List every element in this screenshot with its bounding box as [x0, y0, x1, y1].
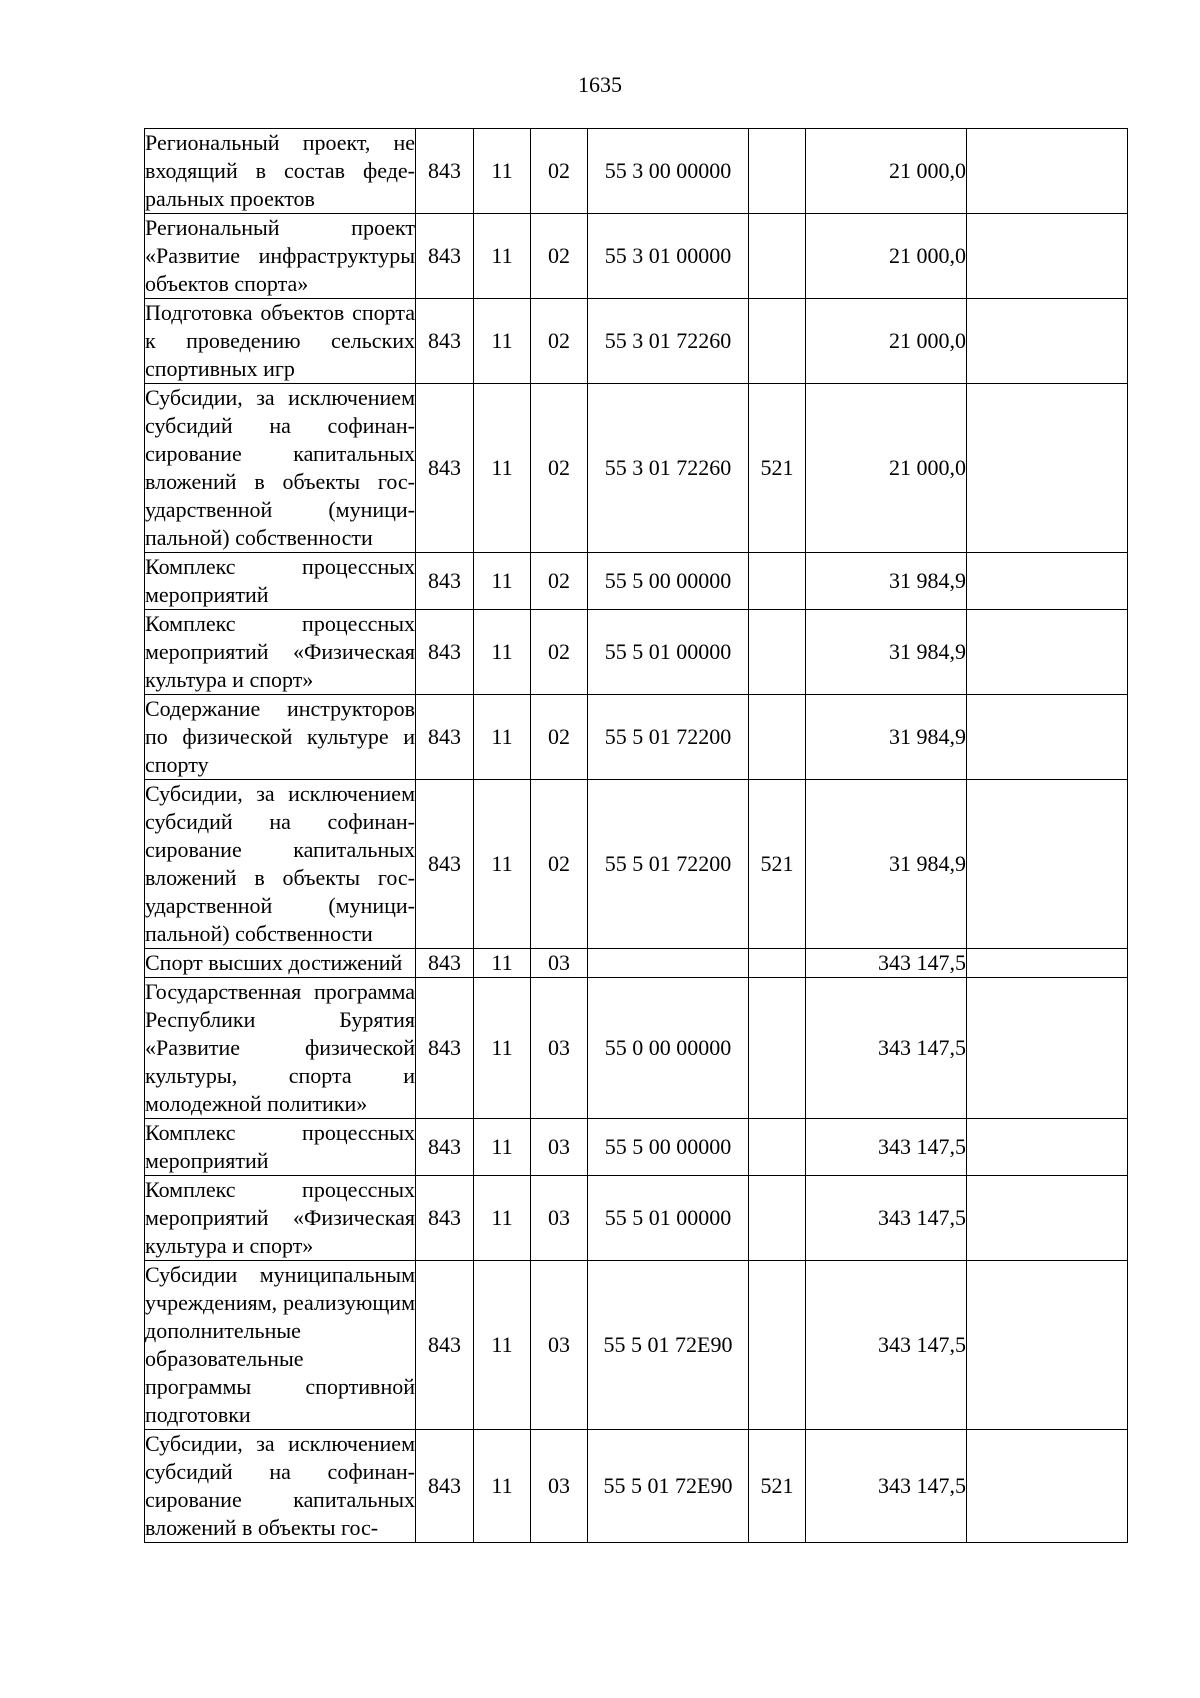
section-code-cell: 11 [474, 129, 531, 214]
section-code-cell: 11 [474, 978, 531, 1119]
ministry-code-cell: 843 [416, 1430, 474, 1543]
expense-type-cell [749, 129, 806, 214]
section-code-cell: 11 [474, 384, 531, 553]
target-article-cell: 55 3 01 00000 [588, 214, 749, 299]
amount-cell: 21 000,0 [806, 384, 967, 553]
section-code-cell: 11 [474, 1430, 531, 1543]
section-code-cell: 11 [474, 695, 531, 780]
subsection-code-cell: 02 [531, 214, 588, 299]
target-article-cell [588, 949, 749, 978]
extra-cell [967, 299, 1128, 384]
amount-cell: 343 147,5 [806, 1176, 967, 1261]
row-name-cell: Субсидии, за исключением субсидий на софинансирование капитальных вложений в объекты гос- [145, 1430, 416, 1543]
section-code-cell: 11 [474, 299, 531, 384]
expense-type-cell: 521 [749, 1430, 806, 1543]
extra-cell [967, 1176, 1128, 1261]
table-row [145, 695, 1128, 780]
subsection-code-cell: 03 [531, 978, 588, 1119]
row-name-cell: Комплекс процессных мероприятий [145, 1119, 416, 1176]
amount-cell: 343 147,5 [806, 978, 967, 1119]
expense-type-cell [749, 610, 806, 695]
subsection-code-cell: 02 [531, 553, 588, 610]
page-number: 1635 [578, 72, 622, 97]
row-name-cell: Субсидии, за исключением субсидий на софинансирование капитальных вложений в объекты государственной (муниципальной) собственности [145, 384, 416, 553]
subsection-code-cell: 03 [531, 949, 588, 978]
row-name-cell: Субсидии муниципальным учреждениям, реализующим дополнительные образовательные программы спортивной подготовки [145, 1261, 416, 1430]
row-name-cell: Комплекс процессных мероприятий [145, 553, 416, 610]
ministry-code-cell: 843 [416, 214, 474, 299]
extra-cell [967, 780, 1128, 949]
subsection-code-cell: 03 [531, 1430, 588, 1543]
expense-type-cell [749, 299, 806, 384]
target-article-cell: 55 5 01 72200 [588, 695, 749, 780]
section-code-cell: 11 [474, 1176, 531, 1261]
expense-type-cell [749, 1176, 806, 1261]
amount-cell: 31 984,9 [806, 780, 967, 949]
section-code-cell: 11 [474, 214, 531, 299]
row-name-cell: Комплекс процессных мероприятий «Физическая культура и спорт» [145, 1176, 416, 1261]
extra-cell [967, 978, 1128, 1119]
ministry-code-cell: 843 [416, 1119, 474, 1176]
ministry-code-cell: 843 [416, 129, 474, 214]
target-article-cell: 55 5 01 00000 [588, 610, 749, 695]
ministry-code-cell: 843 [416, 1176, 474, 1261]
subsection-code-cell: 02 [531, 610, 588, 695]
table-row [145, 1430, 1128, 1543]
section-code-cell: 11 [474, 553, 531, 610]
amount-cell: 21 000,0 [806, 299, 967, 384]
row-name-cell: Комплекс процессных мероприятий «Физическая культура и спорт» [145, 610, 416, 695]
section-code-cell: 11 [474, 780, 531, 949]
section-code-cell: 11 [474, 1119, 531, 1176]
table-row [145, 214, 1128, 299]
ministry-code-cell: 843 [416, 384, 474, 553]
target-article-cell: 55 0 00 00000 [588, 978, 749, 1119]
extra-cell [967, 1119, 1128, 1176]
row-name-cell: Спорт высших достижений [145, 949, 416, 978]
subsection-code-cell: 02 [531, 129, 588, 214]
table-row [145, 1176, 1128, 1261]
row-name-cell: Содержание инструкторов по физической культуре и спорту [145, 695, 416, 780]
expense-type-cell: 521 [749, 384, 806, 553]
amount-cell: 31 984,9 [806, 553, 967, 610]
expense-type-cell [749, 553, 806, 610]
extra-cell [967, 214, 1128, 299]
table-row [145, 949, 1128, 978]
row-name-cell: Региональный проект «Развитие инфраструктуры объектов спорта» [145, 214, 416, 299]
table-row [145, 1119, 1128, 1176]
extra-cell [967, 610, 1128, 695]
amount-cell: 21 000,0 [806, 129, 967, 214]
target-article-cell: 55 5 01 00000 [588, 1176, 749, 1261]
subsection-code-cell: 02 [531, 695, 588, 780]
extra-cell [967, 129, 1128, 214]
expense-type-cell: 521 [749, 780, 806, 949]
row-name-cell: Региональный проект, не входящий в состав федеральных проектов [145, 129, 416, 214]
ministry-code-cell: 843 [416, 949, 474, 978]
target-article-cell: 55 5 00 00000 [588, 553, 749, 610]
row-name-cell: Субсидии, за исключением субсидий на софинансирование капитальных вложений в объекты государственной (муниципальной) собственности [145, 780, 416, 949]
expense-type-cell [749, 695, 806, 780]
expense-type-cell [749, 978, 806, 1119]
subsection-code-cell: 02 [531, 780, 588, 949]
expense-type-cell [749, 949, 806, 978]
table-row [145, 1261, 1128, 1430]
ministry-code-cell: 843 [416, 978, 474, 1119]
target-article-cell: 55 5 00 00000 [588, 1119, 749, 1176]
table-row [145, 780, 1128, 949]
amount-cell: 31 984,9 [806, 610, 967, 695]
expense-type-cell [749, 1261, 806, 1430]
budget-table [144, 128, 1128, 1543]
table-row [145, 553, 1128, 610]
ministry-code-cell: 843 [416, 695, 474, 780]
extra-cell [967, 1261, 1128, 1430]
table-row [145, 129, 1128, 214]
table-body [145, 129, 1128, 1543]
ministry-code-cell: 843 [416, 780, 474, 949]
subsection-code-cell: 02 [531, 384, 588, 553]
target-article-cell: 55 5 01 72Е90 [588, 1261, 749, 1430]
ministry-code-cell: 843 [416, 553, 474, 610]
extra-cell [967, 949, 1128, 978]
row-name-cell: Государственная программа Республики Бурятия «Развитие физической культуры, спорта и молодежной политики» [145, 978, 416, 1119]
subsection-code-cell: 03 [531, 1119, 588, 1176]
target-article-cell: 55 3 01 72260 [588, 299, 749, 384]
table-row [145, 384, 1128, 553]
target-article-cell: 55 3 01 72260 [588, 384, 749, 553]
amount-cell: 343 147,5 [806, 1430, 967, 1543]
extra-cell [967, 695, 1128, 780]
table-row [145, 299, 1128, 384]
extra-cell [967, 553, 1128, 610]
expense-type-cell [749, 214, 806, 299]
amount-cell: 343 147,5 [806, 1261, 967, 1430]
ministry-code-cell: 843 [416, 1261, 474, 1430]
ministry-code-cell: 843 [416, 610, 474, 695]
target-article-cell: 55 5 01 72Е90 [588, 1430, 749, 1543]
subsection-code-cell: 03 [531, 1261, 588, 1430]
subsection-code-cell: 02 [531, 299, 588, 384]
subsection-code-cell: 03 [531, 1176, 588, 1261]
amount-cell: 21 000,0 [806, 214, 967, 299]
target-article-cell: 55 5 01 72200 [588, 780, 749, 949]
amount-cell: 31 984,9 [806, 695, 967, 780]
ministry-code-cell: 843 [416, 299, 474, 384]
target-article-cell: 55 3 00 00000 [588, 129, 749, 214]
section-code-cell: 11 [474, 1261, 531, 1430]
table-row [145, 978, 1128, 1119]
extra-cell [967, 1430, 1128, 1543]
section-code-cell: 11 [474, 610, 531, 695]
table-row [145, 610, 1128, 695]
section-code-cell: 11 [474, 949, 531, 978]
amount-cell: 343 147,5 [806, 1119, 967, 1176]
row-name-cell: Подготовка объектов спорта к проведению сельских спортивных игр [145, 299, 416, 384]
expense-type-cell [749, 1119, 806, 1176]
amount-cell: 343 147,5 [806, 949, 967, 978]
extra-cell [967, 384, 1128, 553]
